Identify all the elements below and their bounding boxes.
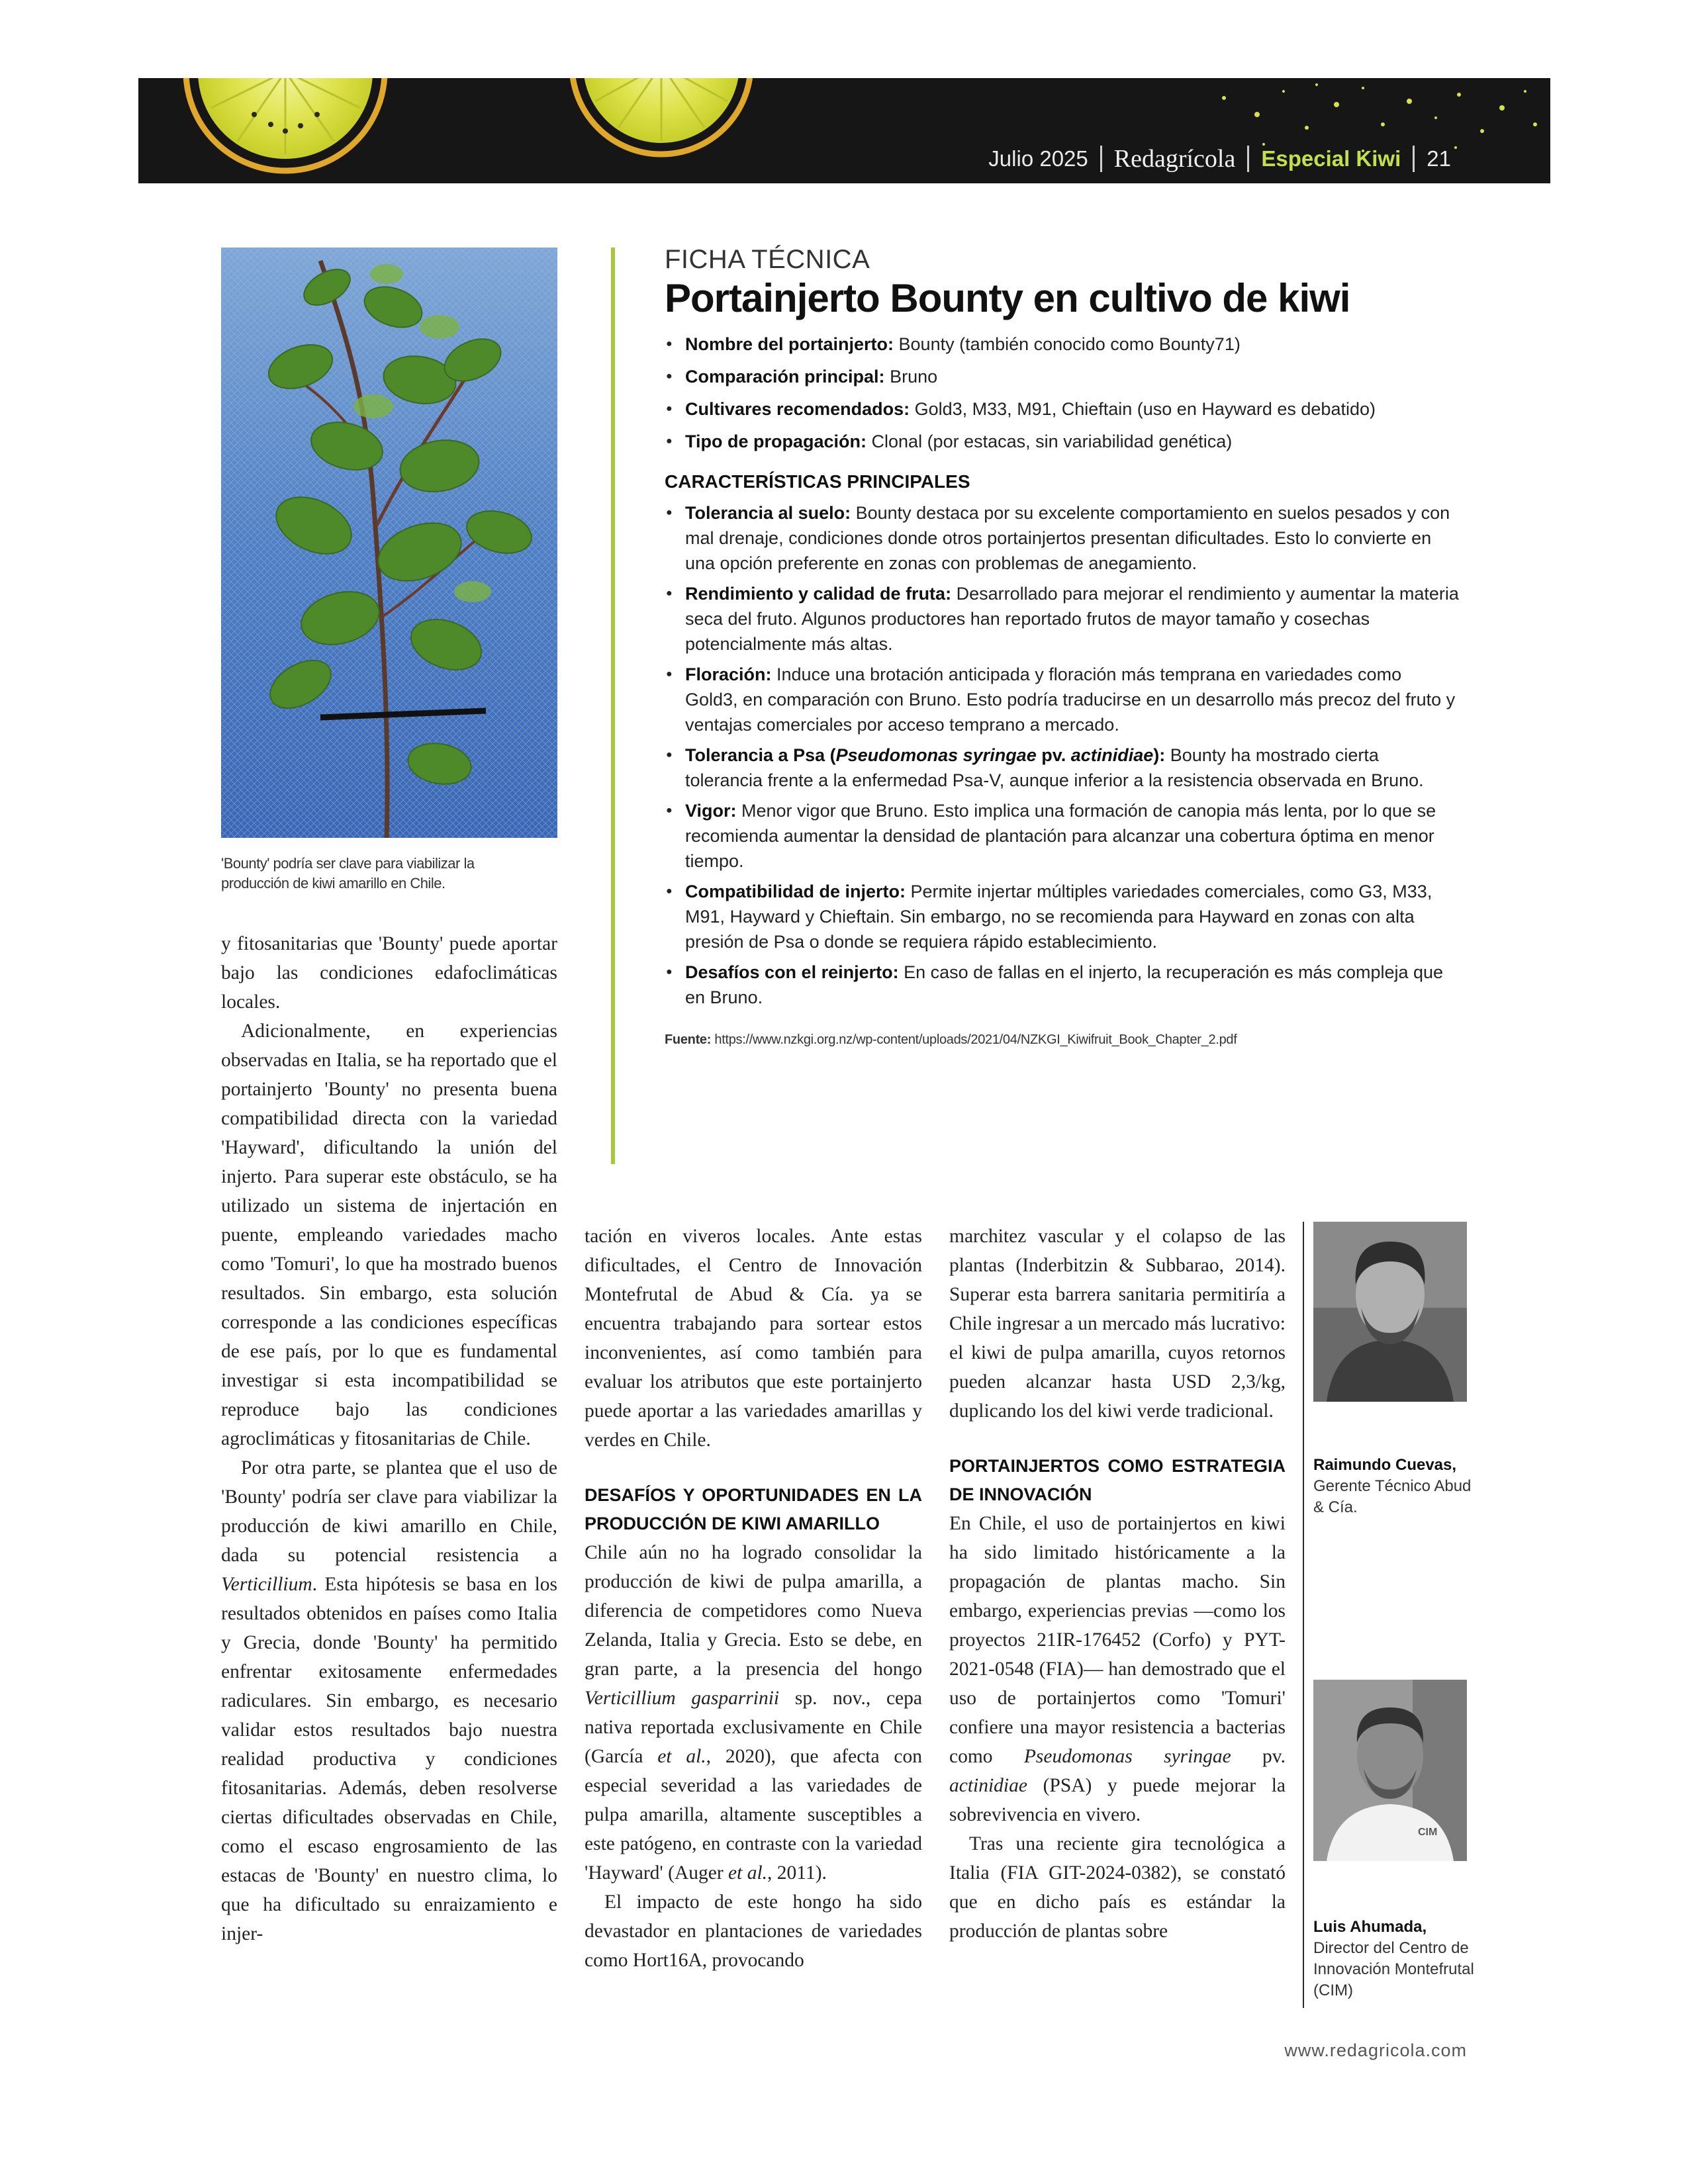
list-item: ● Floración: Induce una brotación anticipada y floración más temprana en variedades como Gold3, en comparación con Bruno. Esto podría traducirse en un desarrollo más precoz del fruto y ventajas comerciales por acceso temprano a mercado. [665, 662, 1459, 737]
ficha-source: Fuente: https://www.nzkgi.org.nz/wp-content/uploads/2021/04/NZKGI_Kiwifruit_Book_Chapter_2.pdf [665, 1032, 1237, 1047]
paragraph: En Chile, el uso de portainjertos en kiwi ha sido limitado históricamente a la propagación de plantas macho. Sin embargo, experiencias previas —como los proyectos 21IR-176452 (Corfo) y PYT-2021-0548 (FIA)— han demostrado que el uso de portainjertos como 'Tomuri' confiere una mayor resistencia a bacterias como Pseudomonas syringae pv. actinidiae (PSA) y puede mejorar la sobrevivencia en vivero. [949, 1513, 1286, 1825]
column-divider [1303, 1222, 1304, 2008]
paragraph: tación en viveros locales. Ante estas dificultades, el Centro de Innovación Montefrutal de Abud & Cía. ya se encuentra trabajando para sortear estos inconvenientes, así como también para evaluar los atributos que este portainjerto puede aportar a las variedades amarillas y verdes en Chile. [585, 1226, 922, 1451]
person-name: Luis Ahumada, [1313, 1918, 1427, 1936]
paragraph: y fitosanitarias que 'Bounty' puede aportar bajo las condiciones edafoclimáticas locales. [221, 933, 557, 1013]
person-name: Raimundo Cuevas, [1313, 1456, 1457, 1474]
ficha-summary-list [665, 332, 1459, 454]
paragraph: El impacto de este hongo ha sido devastador en plantaciones de variedades como Hort16A, provocando [585, 1891, 922, 1971]
features-subheading: CARACTERÍSTICAS PRINCIPALES [665, 471, 970, 492]
header-separator [1413, 146, 1415, 172]
portrait-raimundo-cuevas [1313, 1222, 1467, 1402]
paragraph: Adicionalmente, en experiencias observadas en Italia, se ha reportado que el portainjerto 'Bounty' no presenta buena compatibilidad directa con la variedad 'Hayward', dificultando la unión del injerto. Para superar este obstáculo, se ha utilizado un sistema de injertación en puente, empleando variedades macho como 'Tomuri', lo que ha mostrado buenos resultados. Sin embargo, esta solución corresponde a las condiciones específicas de ese país, por lo que es fundamental investigar si esta incompatibilidad se reproduce bajo las condiciones agroclimáticas y fitosanitarias de Chile. [221, 1021, 557, 1449]
article-column-1 [221, 929, 557, 1948]
header-meta [988, 144, 1451, 173]
ficha-kicker: FICHA TÉCNICA [665, 245, 870, 274]
paragraph: Chile aún no ha logrado consolidar la producción de kiwi de pulpa amarilla, a diferencia de competidores como Nueva Zelanda, Italia y Grecia. Esto se debe, en gran parte, a la presencia del hongo Verticillium gasparrinii sp. nov., cepa nativa reportada exclusivamente en Chile (García et al., 2020), que afecta con especial severidad a las variedades de pulpa amarilla, altamente susceptibles a este patógeno, en contraste con la variedad 'Hayward' (Auger et al., 2011). [585, 1542, 922, 1884]
ficha-accent-bar [611, 248, 615, 1164]
paragraph: Por otra parte, se plantea que el uso de 'Bounty' podría ser clave para viabilizar la producción de kiwi amarillo en Chile, dada su potencial resistencia a Verticillium. Esta hipótesis se basa en los resultados obtenidos en países como Italia y Grecia, donde 'Bounty' ha permitido enfrentar exitosamente enfermedades radiculares. Sin embargo, es necesario validar estos resultados bajo nuestra realidad productiva y condiciones fitosanitarias. Además, deben resolverse ciertas dificultades observadas en Chile, como el escaso engrosamiento de las estacas de 'Bounty' en nuestro clima, lo que ha dificultado su enraizamiento e injer- [221, 1457, 557, 1944]
section-heading: PORTAINJERTOS COMO ESTRATEGIA DE INNOVACIÓN [949, 1456, 1286, 1504]
list-item: ● Tolerancia al suelo: Bounty destaca por su excelente comportamiento en suelos pesados y con mal drenaje, condiciones donde otros portainjertos presentan dificultades. Esto lo convierte en una opción preferente en zonas con problemas de anegamiento. [665, 500, 1459, 576]
header-band [138, 78, 1550, 183]
photo-caption: 'Bounty' podría ser clave para viabilizar la producción de kiwi amarillo en Chile. [221, 855, 475, 891]
person-caption [1313, 1917, 1479, 2001]
source-link[interactable]: https://www.nzkgi.org.nz/wp-content/uploads/2021/04/NZKGI_Kiwifruit_Book_Chapter_2.pdf [711, 1032, 1237, 1047]
paragraph: Tras una reciente gira tecnológica a Italia (FIA GIT-2024-0382), se constató que en dicho país es estándar la producción de plantas sobre [949, 1833, 1286, 1942]
list-item: ● Cultivares recomendados: Gold3, M33, M91, Chieftain (uso en Hayward es debatido) [665, 396, 1459, 422]
list-item: ● Compatibilidad de injerto: Permite injertar múltiples variedades comerciales, como G3, M33, M91, Hayward y Chieftain. Sin embargo, no se recomienda para Hayward en zonas con alta presión de Psa o donde se requiera rápido establecimiento. [665, 879, 1459, 954]
ficha-tecnica-box [665, 245, 1459, 1048]
article-column-3 [949, 1222, 1286, 1946]
person-caption [1313, 1455, 1479, 1518]
special-section-label: Especial Kiwi [1261, 146, 1401, 171]
list-item: ● Tolerancia a Psa (Pseudomonas syringae pv. actinidiae): Bounty ha mostrado cierta tolerancia frente a la enfermedad Psa-V, aunque inferior a la resistencia observada en Bruno. [665, 743, 1459, 793]
list-item: ● Nombre del portainjerto: Bounty (también conocido como Bounty71) [665, 332, 1459, 357]
list-item: ● Desafíos con el reinjerto: En caso de fallas en el injerto, la recuperación es más compleja que en Bruno. [665, 960, 1459, 1010]
page-number: 21 [1427, 146, 1451, 171]
list-item: ● Vigor: Menor vigor que Bruno. Esto implica una formación de canopia más lenta, por lo que se recomienda aumentar la densidad de plantación para alcanzar una cobertura óptima en menor tiempo. [665, 798, 1459, 874]
paragraph: marchitez vascular y el colapso de las plantas (Inderbitzin & Subbarao, 2014). Superar esta barrera sanitaria permitiría a Chile ingresar a un mercado más lucrativo: el kiwi de pulpa amarilla, cuyos retornos pueden alcanzar hasta USD 2,3/kg, duplicando los del kiwi verde tradicional. [949, 1226, 1286, 1422]
portrait-luis-ahumada [1313, 1680, 1467, 1861]
issue-date: Julio 2025 [988, 146, 1088, 171]
person-role: Director del Centro de Innovación Montefrutal (CIM) [1313, 1939, 1474, 1999]
magazine-brand: Redagrícola [1113, 145, 1236, 173]
list-item: ● Tipo de propagación: Clonal (por estacas, sin variabilidad genética) [665, 429, 1459, 454]
ficha-title: Portainjerto Bounty en cultivo de kiwi [665, 276, 1350, 320]
list-item: ● Rendimiento y calidad de fruta: Desarrollado para mejorar el rendimiento y aumentar la materia seca del fruto. Algunos productores han reportado frutos de mayor tamaño y cosechas potencialmente más altas. [665, 581, 1459, 657]
header-separator [1100, 146, 1102, 172]
cim-shirt-logo: CIM [1418, 1827, 1438, 1838]
person-role: Gerente Técnico Abud & Cía. [1313, 1477, 1472, 1516]
section-heading: DESAFÍOS Y OPORTUNIDADES EN LA PRODUCCIÓN DE KIWI AMARILLO [585, 1485, 922, 1533]
article-column-2 [585, 1222, 922, 1975]
list-item: ● Comparación principal: Bruno [665, 364, 1459, 389]
features-list [665, 500, 1459, 1010]
website-url[interactable]: www.redagricola.com [1284, 2040, 1467, 2060]
bounty-plant-photo [221, 248, 557, 838]
header-separator [1247, 146, 1249, 172]
